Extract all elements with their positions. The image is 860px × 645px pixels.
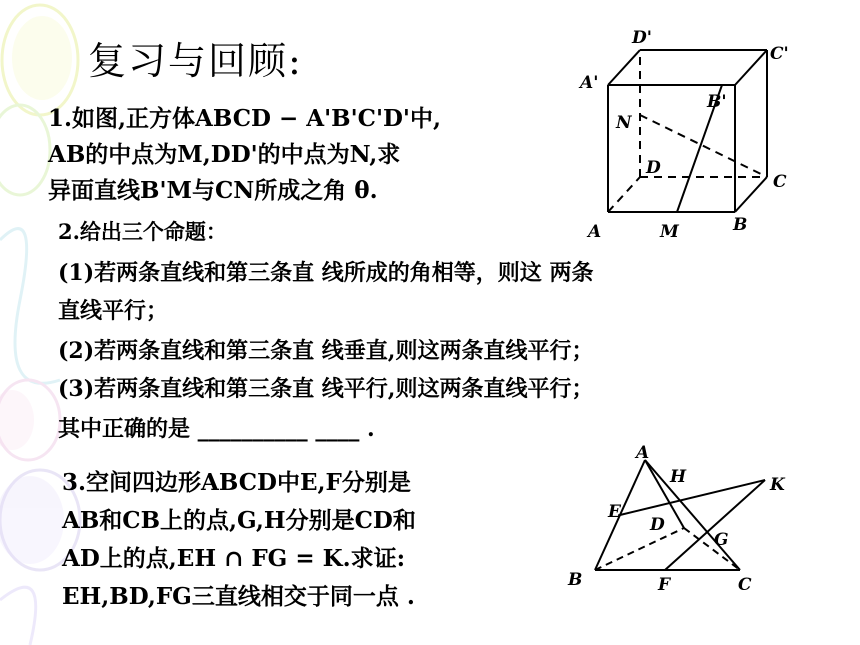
cube-label-N: N [616, 113, 632, 133]
question-2-line-6: 其中正确的是 __________ ____ . [58, 416, 375, 442]
tetra-label-C: C [738, 575, 752, 595]
cube-label-M: M [660, 222, 679, 242]
tetra-label-B: B [568, 570, 583, 590]
cube-figure [570, 25, 810, 245]
tetra-label-K: K [770, 475, 785, 495]
cube-label-C1: C' [770, 44, 789, 64]
question-1-line-1: 1.如图,正方体ABCD − A'B'C'D'中, [48, 105, 441, 132]
tetrahedron-figure [560, 440, 800, 600]
question-3-line-2: AB和CB上的点,G,H分别是CD和 [62, 507, 416, 534]
question-3-line-3: AD上的点,EH ∩ FG = K.求证: [62, 545, 406, 572]
cube-label-A1: A' [580, 73, 599, 93]
cube-label-A: A [588, 222, 602, 242]
cube-label-C: C [773, 172, 787, 192]
question-1-line-3: 异面直线B'M与CN所成之角 θ. [48, 177, 378, 204]
tetra-label-A: A [636, 443, 650, 463]
question-2-line-1: 2.给出三个命题： [58, 219, 227, 244]
question-3-line-1: 3.空间四边形ABCD中E,F分别是 [62, 469, 411, 496]
hidden-edge-A-D [608, 177, 640, 212]
edge-D1-A1 [608, 50, 640, 85]
segment-E-K [620, 480, 765, 515]
cube-label-D: D [646, 158, 661, 178]
segment-F-K [665, 480, 765, 570]
tetra-label-D: D [650, 515, 665, 535]
edge-B1-C1 [735, 50, 767, 85]
tetra-label-H: H [670, 467, 687, 487]
tetra-label-F: F [658, 575, 671, 595]
tetra-label-E: E [608, 502, 621, 522]
hidden-edge-D-C [684, 528, 740, 570]
cube-label-D1: D' [632, 28, 652, 48]
question-1-line-2: AB的中点为M,DD'的中点为N,求 [48, 141, 401, 168]
cube-label-B1: B' [707, 92, 727, 112]
question-2-line-3: 直线平行； [58, 298, 169, 324]
edge-B-C [735, 177, 767, 212]
page-title: 复习与回顾: [88, 39, 303, 83]
cube-label-B: B [733, 215, 748, 235]
tetra-label-G: G [714, 530, 729, 550]
question-2-line-2: (1)若两条直线和第三条直 线所成的角相等，则这 两条 [58, 260, 594, 286]
question-3-line-4: EH,BD,FG三直线相交于同一点 . [62, 583, 415, 610]
question-2-line-4: (2)若两条直线和第三条直 线垂直,则这两条直线平行； [58, 338, 594, 364]
question-2-line-5: (3)若两条直线和第三条直 线平行,则这两条直线平行； [58, 376, 594, 402]
